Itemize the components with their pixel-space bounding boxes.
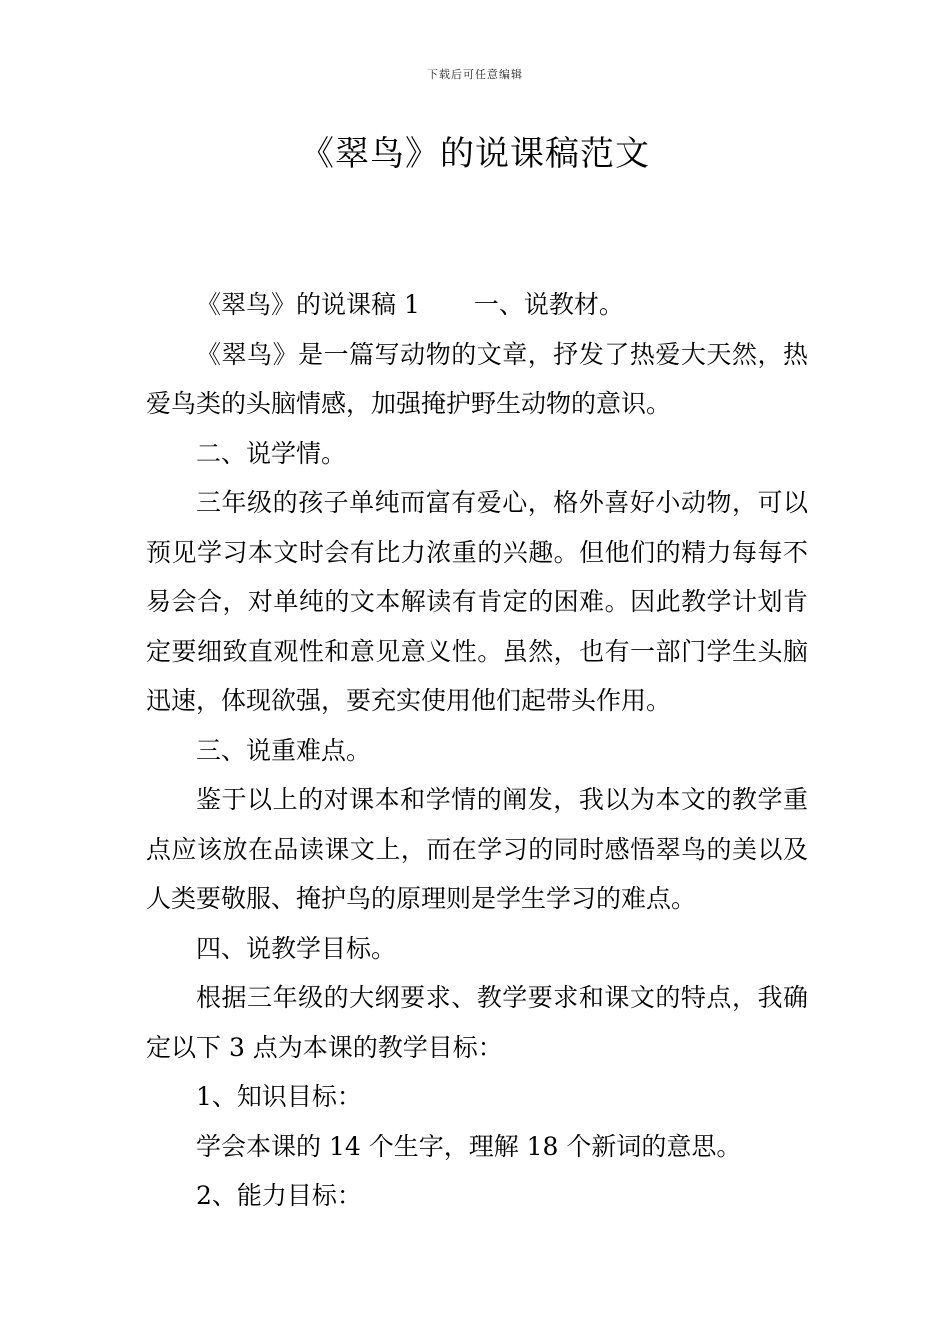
section-heading: 三、说重难点。 bbox=[196, 735, 372, 765]
paragraph: 《翠鸟》是一篇写动物的文章，抒发了热爱大天然，热爱鸟类的头脑情感，加强掩护野生动物的意识。 bbox=[146, 339, 808, 418]
lesson-heading: 《翠鸟》的说课稿 1 bbox=[196, 290, 420, 319]
sub-heading: 1、知识目标： bbox=[196, 1082, 362, 1111]
section-heading: 二、说学情。 bbox=[196, 438, 347, 468]
paragraph-intro bbox=[146, 280, 808, 330]
paragraph: 根据三年级的大纲要求、教学要求和课文的特点，我确定以下 3 点为本课的教学目标： bbox=[146, 983, 808, 1062]
section-heading-textbook: 一、说教材。 bbox=[473, 290, 624, 319]
section-heading: 四、说教学目标。 bbox=[196, 933, 397, 963]
document-body bbox=[146, 280, 808, 1221]
header-note: 下载后可任意编辑 bbox=[427, 68, 523, 81]
sub-heading: 2、能力目标： bbox=[196, 1181, 362, 1210]
paragraph: 学会本课的 14 个生字，理解 18 个新词的意思。 bbox=[196, 1131, 742, 1161]
paragraph: 鉴于以上的对课本和学情的阐发，我以为本文的教学重点应该放在品读课文上，而在学习的同时感悟翠鸟的美以及人类要敬服、掩护鸟的原理则是学生学习的难点。 bbox=[146, 785, 808, 913]
paragraph: 三年级的孩子单纯而富有爱心，格外喜好小动物，可以预见学习本文时会有比力浓重的兴趣。但他们的精力每每不易会合，对单纯的文本解读有肯定的困难。因此教学计划肯定要细致直观性和意见意义性。虽然，也有一部门学生头脑迅速，体现欲强，要充实使用他们起带头作用。 bbox=[146, 488, 808, 715]
document-title: 《翠鸟》的说课稿范文 bbox=[300, 134, 650, 174]
